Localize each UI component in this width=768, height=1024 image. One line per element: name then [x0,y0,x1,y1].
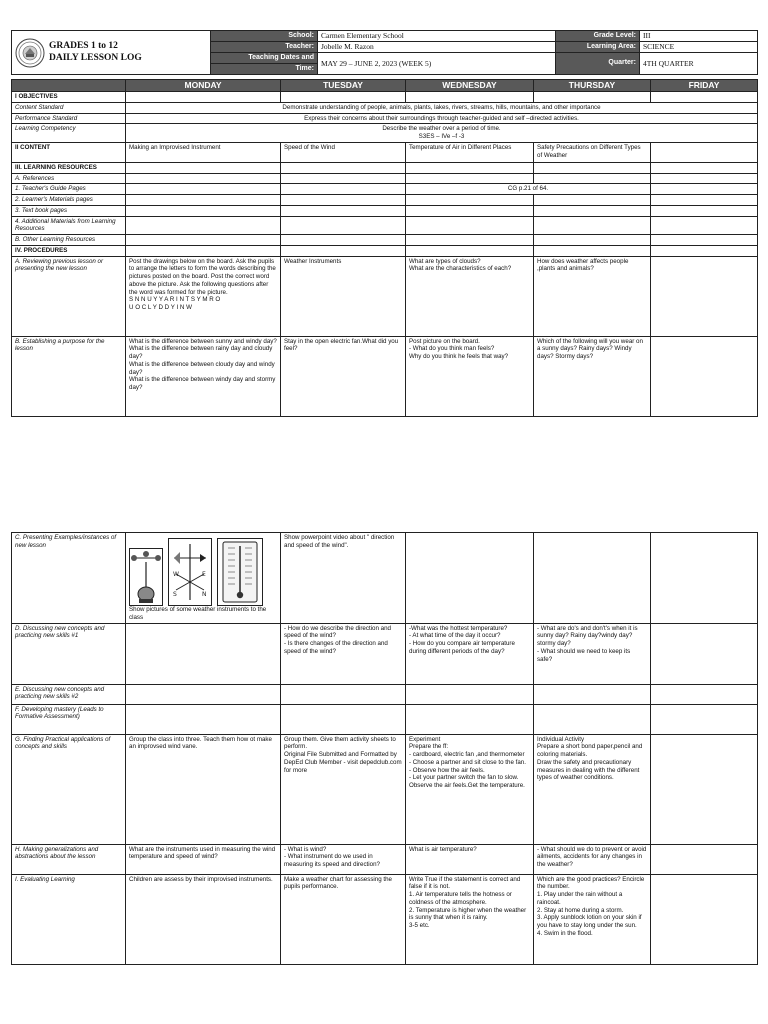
teachers-guide-wednesday: CG p.21 of 64. [406,184,651,195]
procedure-g-tuesday: Group them. Give them activity sheets to perform. Original File Submitted and Formatted by DepEd Club Member - visit depedclub.com for more [281,734,406,844]
teachers-guide-label: 1. Teacher's Guide Pages [12,184,126,195]
time-label: Time: [211,64,318,75]
lesson-log-table-page-2 [11,532,758,965]
procedure-g-wednesday: Experiment Prepare the ff: - cardboard, electric fan ,and thermometer - Choose a partner and sit close to the fan. - Observe how the air feels. - Let your partner switch the fan to slow. Observe the air feels.Get the temperature. [406,734,534,844]
performance-standard-label: Performance Standard [12,113,126,124]
day-header-blank [12,80,126,92]
references-label: A. References [12,173,126,184]
procedure-c-tuesday: Show powerpoint video about " direction and speed of the wind". [281,533,406,624]
teacher-value: Jobelle M. Razon [318,42,556,53]
learning-competency-code: S3ES – IVe –f -3 [418,133,465,140]
procedure-c-monday [126,533,281,624]
procedure-g-label: G. Finding Practical applications of concepts and skills [12,734,126,844]
school-label: School: [211,31,318,42]
teaching-dates-value: MAY 29 – JUNE 2, 2023 (WEEK 5) [318,53,556,75]
procedures-heading: IV. PROCEDURES [12,245,126,256]
procedure-g-thursday: Individual Activity Prepare a short bond paper,pencil and coloring materials. Draw the safety and precautionary measures in dealing with the different types of weather conditions. [534,734,651,844]
wind-vane-icon [168,538,212,606]
procedure-b-wednesday: Post picture on the board. - What do you think man feels? Why do you think he feels that way? [406,336,534,416]
learning-competency-text [126,124,758,143]
procedure-h-monday: What are the instruments used in measuring the wind temperature and speed of wind? [126,844,281,874]
day-header-friday: FRIDAY [651,80,758,92]
procedure-d-label: D. Discussing new concepts and practicing new skills #1 [12,623,126,684]
content-thursday: Safety Precautions on Different Types of Weather [534,142,651,162]
procedure-a-monday-scrambled-words: S N N U Y Y A R I N T S Y M R O U O C L Y D D Y I N W [129,296,221,311]
procedure-g-monday: Group the class into three. Teach them how ot make an improvsed wind vane. [126,734,281,844]
textbook-label: 3. Text book pages [12,205,126,216]
content-standard-label: Content Standard [12,102,126,113]
procedure-i-label: I. Evaluating Learning [12,874,126,964]
procedure-a-thursday: How does weather affects people ,plants and animals? [534,256,651,336]
thermometer-icon [217,538,263,606]
svg-text:W: W [173,571,179,578]
content-monday: Making an Improvised Instrument [126,142,281,162]
quarter-label: Quarter: [556,53,640,75]
teacher-label: Teacher: [211,42,318,53]
procedure-i-monday: Children are assess by their improvised instruments. [126,874,281,964]
procedure-i-tuesday: Make a weather chart for assessing the pupils performance. [281,874,406,964]
procedure-a-monday-text: Post the drawings below on the board. Ask the pupils to arrange the letters to form the words describing the pictures posted on the board. Post the correct word above the picture. Ask the following questions after the word was formed for the picture. [129,257,276,296]
procedure-i-thursday: Which are the good practices? Encircle the number. 1. Play under the rain without a raincoat. 2. Stay at home during a storm. 3. Apply sunblock lotion on your skin if you have to stay long under the sun. 4. Swim in the flood. [534,874,651,964]
learning-competency-label: Learning Competency [12,124,126,143]
procedure-i-wednesday: Write True if the statement is correct and false if it is not. 1. Air temperature tells the hotness or coldness of the atmosphere. 2. Temperature is higher when the weather is sunny that when it is rainy. 3-5 etc. [406,874,534,964]
procedure-c-label: C. Presenting Examples/instances of new lesson [12,533,126,624]
content-heading: II CONTENT [12,142,126,162]
svg-text:N: N [202,591,207,598]
procedure-b-label: B. Establishing a purpose for the lesson [12,336,126,416]
procedure-h-wednesday: What is air temperature? [406,844,534,874]
svg-text:S: S [173,591,177,598]
procedure-b-thursday: Which of the following will you wear on a sunny days? Rainy days? Windy days? Stormy days? [534,336,651,416]
objectives-heading: I OBJECTIVES [12,92,126,103]
learning-area-label: Learning Area: [556,42,640,53]
lesson-log-table-page-1 [11,79,758,417]
procedure-d-tuesday: - How do we describe the direction and speed of the wind? - Is there changes of the direction and speed of the wind? [281,623,406,684]
procedure-h-thursday: - What should we do to prevent or avoid ailments, accidents for any changes in the weather? [534,844,651,874]
day-header-monday: MONDAY [126,80,281,92]
header-logo-cell [12,31,211,75]
learning-area-value: SCIENCE [640,42,758,53]
form-title-line2: DAILY LESSON LOG [49,52,142,63]
form-title-line1: GRADES 1 to 12 [49,40,118,51]
weather-instruments-caption: Show pictures of some weather instruments to the class [129,606,267,621]
grade-level-label: Grade Level: [556,31,640,42]
learning-resources-heading: III. LEARNING RESOURCES [12,162,126,173]
deped-seal-icon [15,38,45,68]
procedure-h-tuesday: - What is wind? - What instrument do we used in measuring its speed and direction? [281,844,406,874]
procedure-a-wednesday: What are types of clouds? What are the characteristics of each? [406,256,534,336]
anemometer-icon [129,548,163,606]
procedure-a-label: A. Reviewing previous lesson or presenting the new lesson [12,256,126,336]
svg-text:E: E [202,571,206,578]
header-table [11,30,758,75]
learning-competency-description: Describe the weather over a period of time. [382,125,501,133]
content-tuesday: Speed of the Wind [281,142,406,162]
procedure-a-tuesday: Weather Instruments [281,256,406,336]
procedure-f-label: F. Developing mastery (Leads to Formative Assessment) [12,704,126,734]
learners-materials-label: 2. Learner's Materials pages [12,195,126,206]
procedure-h-label: H. Making generalizations and abstractions about the lesson [12,844,126,874]
procedure-a-monday [126,256,281,336]
day-header-tuesday: TUESDAY [281,80,406,92]
additional-materials-label: 4. Additional Materials from Learning Resources [12,216,126,235]
day-header-thursday: THURSDAY [534,80,651,92]
weather-instrument-pictures [129,534,277,606]
teaching-dates-label: Teaching Dates and [211,53,318,64]
procedure-e-label: E. Discussing new concepts and practicing new skills #2 [12,684,126,704]
content-standard-text: Demonstrate understanding of people, animals, plants, lakes, rivers, streams, hills, mountains, and other importance [126,102,758,113]
quarter-value: 4TH QUARTER [640,53,758,75]
procedure-d-thursday: - What are do's and don't's when it is sunny day? Rainy day?windy day?stormy day? - What should we need to keep its safe? [534,623,651,684]
procedure-d-wednesday: -What was the hottest temperature? - At what time of the day it occur? - How do you compare air temperature during different periods of the day? [406,623,534,684]
performance-standard-text: Express their concerns about their surroundings through teacher-guided and self –directed activities. [126,113,758,124]
content-wednesday: Temperature of Air in Different Places [406,142,534,162]
other-resources-label: B. Other Learning Resources [12,235,126,246]
day-header-row [12,80,758,92]
procedure-b-monday: What is the difference between sunny and windy day? What is the difference between rainy day and cloudy day? What is the difference between cloudy day and windy day? What is the difference between windy day and stormy day? [126,336,281,416]
procedure-b-tuesday: Stay in the open electric fan.What did you feel? [281,336,406,416]
grade-level-value: III [640,31,758,42]
school-value: Carmen Elementary School [318,31,556,42]
day-header-wednesday: WEDNESDAY [406,80,534,92]
